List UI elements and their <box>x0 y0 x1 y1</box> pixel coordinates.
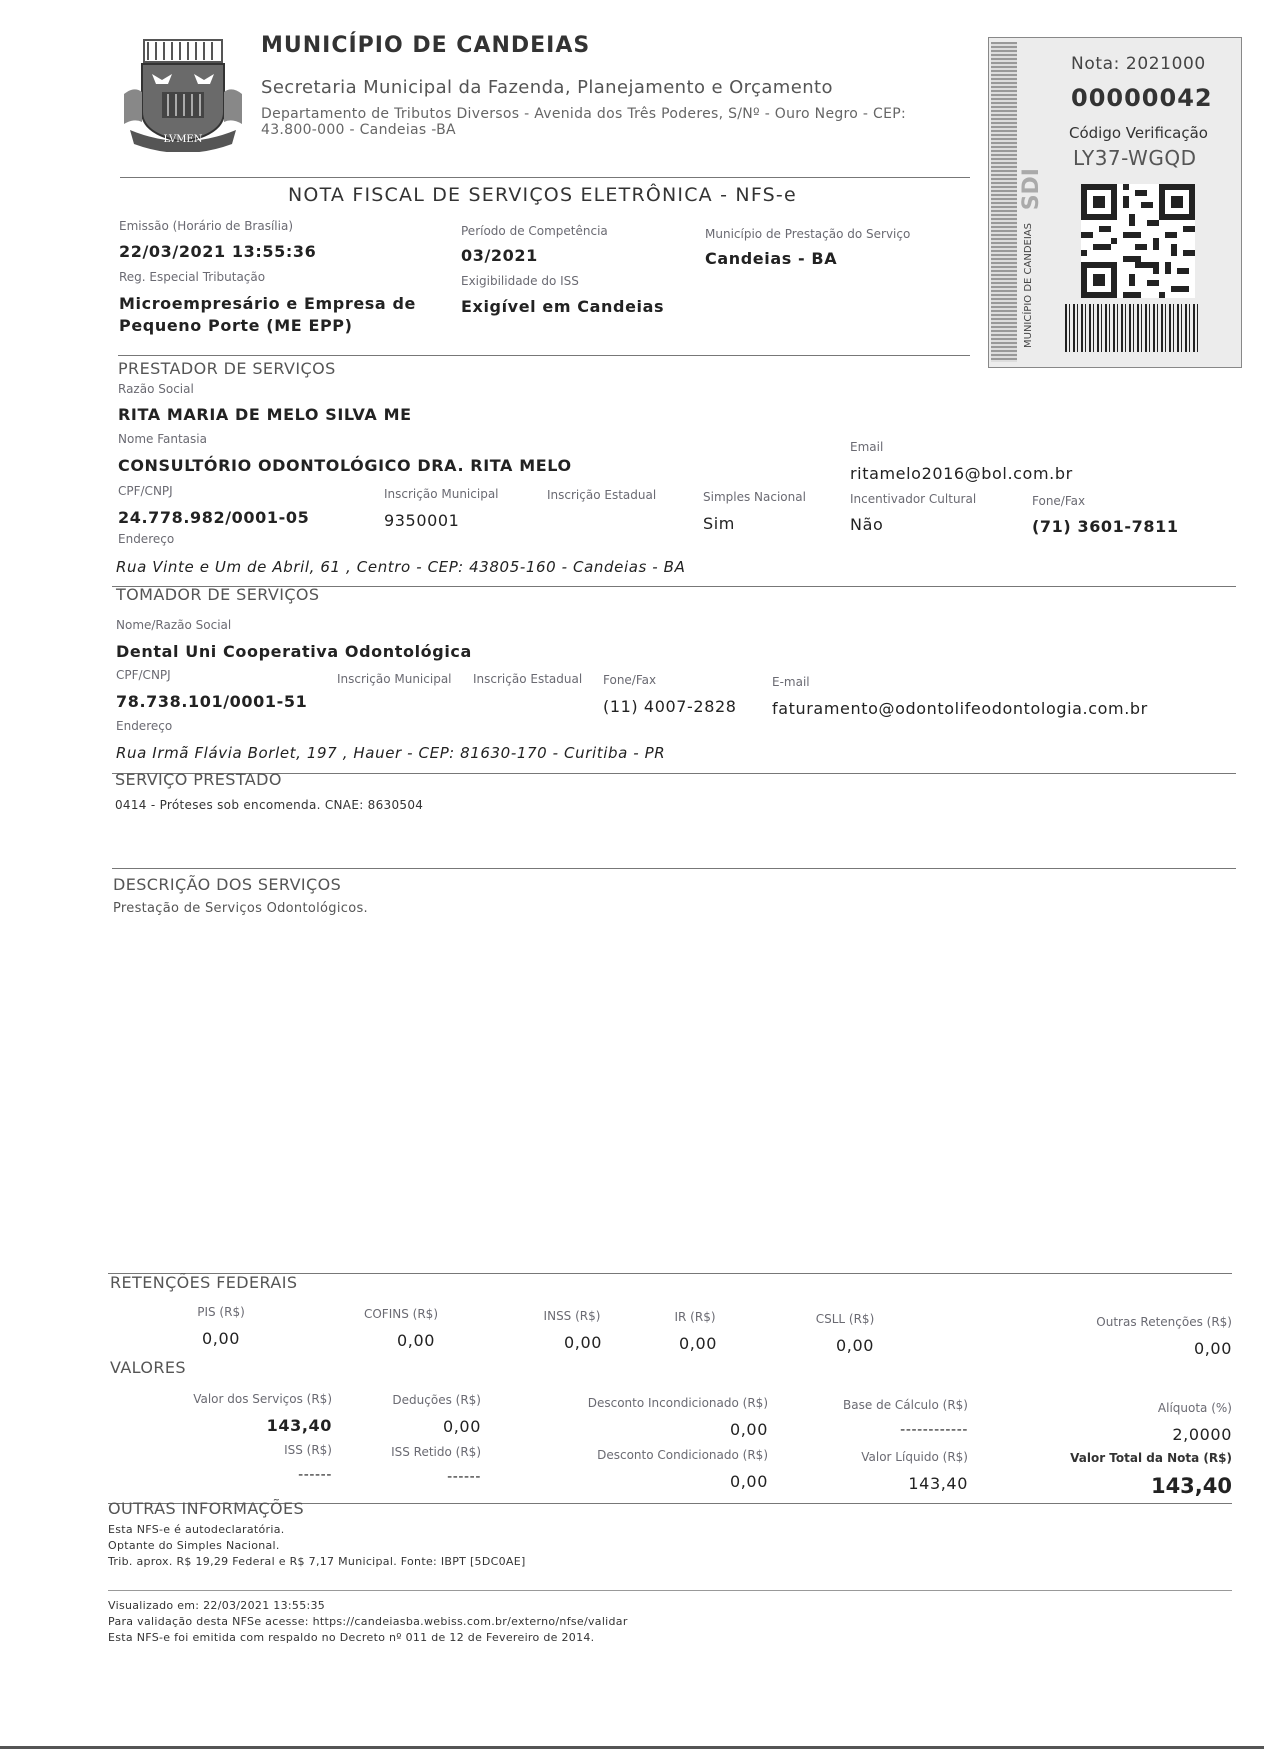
reg-especial-line-2: Pequeno Porte (ME EPP) <box>119 316 353 335</box>
deducoes-value: 0,00 <box>442 1417 481 1436</box>
iss-retido-label: ISS Retido (R$) <box>391 1445 481 1459</box>
header-divider <box>120 177 970 178</box>
page-bottom-edge <box>0 1746 1264 1749</box>
servico-desc: 0414 - Próteses sob encomenda. CNAE: 8630504 <box>115 798 424 812</box>
inss-value: 0,00 <box>563 1333 603 1352</box>
prestador-im-value: 9350001 <box>384 511 460 530</box>
periodo-value: 03/2021 <box>461 246 538 265</box>
reg-especial-line-1: Microempresário e Empresa de <box>119 294 416 313</box>
pis-label: PIS (R$) <box>197 1305 245 1319</box>
descricao-title: DESCRIÇÃO DOS SERVIÇOS <box>113 875 342 894</box>
barcode-vertical-left <box>991 42 1017 362</box>
tomador-nome-label: Nome/Razão Social <box>116 618 232 632</box>
prestador-email-value: ritamelo2016@bol.com.br <box>850 464 1073 483</box>
prestador-fone-label: Fone/Fax <box>1032 494 1086 508</box>
exigibilidade-label: Exigibilidade do ISS <box>461 274 579 288</box>
ir-value: 0,00 <box>678 1334 718 1353</box>
outras-retencoes-value: 0,00 <box>1193 1339 1232 1358</box>
document-title: NOTA FISCAL DE SERVIÇOS ELETRÔNICA - NFS-e <box>288 184 797 206</box>
valores-title: VALORES <box>110 1358 186 1377</box>
qr-code-icon <box>1081 184 1195 298</box>
footer-decreto: Esta NFS-e foi emitida com respaldo no Decreto nº 011 de 12 de Fevereiro de 2014. <box>108 1631 595 1644</box>
servico-divider <box>112 868 1236 869</box>
departamento-line-1: Departamento de Tributos Diversos - Avenida dos Três Poderes, S/Nº - Ouro Negro - CEP: <box>261 106 906 122</box>
municipio-prestacao-label: Município de Prestação do Serviço <box>705 227 911 241</box>
outras-info-title: OUTRAS INFORMAÇÕES <box>108 1499 305 1518</box>
iss-retido-value: ------ <box>447 1469 481 1485</box>
outras-info-line-3: Trib. aprox. R$ 19,29 Federal e R$ 7,17 Municipal. Fonte: IBPT [5DC0AE] <box>108 1555 526 1568</box>
departamento-line-2: 43.800-000 - Candeias -BA <box>261 122 456 138</box>
outras-info-line-2: Optante do Simples Nacional. <box>108 1539 280 1552</box>
tomador-cnpj-value: 78.738.101/0001-51 <box>116 692 308 711</box>
iss-label: ISS (R$) <box>284 1443 332 1457</box>
barcode-bottom <box>1065 304 1201 352</box>
tomador-fone-value: (11) 4007-2828 <box>603 697 737 716</box>
municipio-prestacao-value: Candeias - BA <box>705 249 838 268</box>
prestador-endereco-label: Endereço <box>118 532 175 546</box>
base-calculo-value: ------------ <box>900 1422 968 1438</box>
valor-servicos-value: 143,40 <box>266 1416 332 1435</box>
codigo-verificacao-label: Código Verificação <box>1069 124 1208 142</box>
tomador-endereco-value: Rua Irmã Flávia Borlet, 197 , Hauer - CEP: 81630-170 - Curitiba - PR <box>116 744 666 762</box>
inss-label: INSS (R$) <box>543 1309 601 1323</box>
municipio-title: MUNICÍPIO DE CANDEIAS <box>261 33 591 58</box>
side-municipio-text: MUNICÍPIO DE CANDEIAS <box>1023 223 1034 348</box>
nome-fantasia-label: Nome Fantasia <box>118 432 207 446</box>
secretaria-text: Secretaria Municipal da Fazenda, Planejamento e Orçamento <box>261 77 833 98</box>
descricao-text: Prestação de Serviços Odontológicos. <box>113 901 368 916</box>
deducoes-label: Deduções (R$) <box>392 1393 481 1407</box>
tomador-cnpj-label: CPF/CNPJ <box>116 668 171 682</box>
base-calculo-label: Base de Cálculo (R$) <box>843 1398 968 1412</box>
csll-label: CSLL (R$) <box>815 1312 875 1326</box>
tomador-title: TOMADOR DE SERVIÇOS <box>116 585 320 604</box>
svg-text:LVMEN: LVMEN <box>163 134 203 145</box>
razao-social-label: Razão Social <box>118 382 194 396</box>
reg-especial-label: Reg. Especial Tributação <box>119 270 266 284</box>
incentivador-label: Incentivador Cultural <box>850 492 977 506</box>
desconto-incondicionado-value: 0,00 <box>729 1420 768 1439</box>
valor-total-label: Valor Total da Nota (R$) <box>1070 1451 1232 1465</box>
footer-visualizado: Visualizado em: 22/03/2021 13:55:35 <box>108 1599 326 1612</box>
outras-info-divider <box>108 1590 1232 1591</box>
exigibilidade-value: Exigível em Candeias <box>461 297 665 316</box>
emissao-value: 22/03/2021 13:55:36 <box>119 242 317 261</box>
nome-fantasia-value: CONSULTÓRIO ODONTOLÓGICO DRA. RITA MELO <box>118 456 572 475</box>
prestador-im-label: Inscrição Municipal <box>384 487 499 501</box>
simples-nacional-value: Sim <box>703 514 735 533</box>
periodo-label: Período de Competência <box>461 224 608 238</box>
cofins-value: 0,00 <box>396 1331 436 1350</box>
valor-liquido-label: Valor Líquido (R$) <box>861 1450 968 1464</box>
tomador-nome-value: Dental Uni Cooperativa Odontológica <box>116 642 472 661</box>
valor-liquido-value: 143,40 <box>908 1474 968 1493</box>
desconto-incondicionado-label: Desconto Incondicionado (R$) <box>587 1396 768 1410</box>
retencoes-title: RETENÇÕES FEDERAIS <box>110 1273 298 1292</box>
tomador-fone-label: Fone/Fax <box>603 673 657 687</box>
servico-title: SERVIÇO PRESTADO <box>115 770 282 789</box>
emissao-divider <box>118 355 970 356</box>
tomador-email-value: faturamento@odontolifeodontologia.com.br <box>772 699 1148 718</box>
pis-value: 0,00 <box>201 1329 241 1348</box>
desconto-condicionado-value: 0,00 <box>729 1472 768 1491</box>
codigo-verificacao: LY37-WGQD <box>1073 146 1197 170</box>
emissao-label: Emissão (Horário de Brasília) <box>119 219 293 233</box>
prestador-title: PRESTADOR DE SERVIÇOS <box>118 359 336 378</box>
aliquota-label: Alíquota (%) <box>1157 1401 1232 1415</box>
desconto-condicionado-label: Desconto Condicionado (R$) <box>597 1448 768 1462</box>
razao-social-value: RITA MARIA DE MELO SILVA ME <box>118 405 412 424</box>
simples-nacional-label: Simples Nacional <box>703 490 806 504</box>
csll-value: 0,00 <box>835 1336 875 1355</box>
iss-value: ------ <box>298 1467 332 1483</box>
tomador-im-label: Inscrição Municipal <box>337 672 452 686</box>
nota-box <box>988 37 1242 368</box>
outras-info-line-1: Esta NFS-e é autodeclaratória. <box>108 1523 285 1536</box>
tomador-endereco-label: Endereço <box>116 719 173 733</box>
nota-label: Nota: 2021000 <box>1071 54 1206 74</box>
prestador-cnpj-value: 24.778.982/0001-05 <box>118 508 310 527</box>
prestador-ie-label: Inscrição Estadual <box>547 488 657 502</box>
tomador-email-label: E-mail <box>772 675 810 689</box>
prestador-cnpj-label: CPF/CNPJ <box>118 484 173 498</box>
ir-label: IR (R$) <box>674 1310 716 1324</box>
tomador-ie-label: Inscrição Estadual <box>473 672 583 686</box>
valor-total-value: 143,40 <box>1150 1474 1232 1498</box>
valor-servicos-label: Valor dos Serviços (R$) <box>193 1392 332 1406</box>
prestador-email-label: Email <box>850 440 884 454</box>
cofins-label: COFINS (R$) <box>363 1307 438 1321</box>
sdi-logo: SDI <box>1019 168 1044 211</box>
aliquota-value: 2,0000 <box>1172 1425 1232 1444</box>
footer-validacao-link[interactable]: Para validação desta NFSe acesse: https://candeiasba.webiss.com.br/externo/nfse/validar <box>108 1615 628 1628</box>
prestador-endereco-value: Rua Vinte e Um de Abril, 61 , Centro - CEP: 43805-160 - Candeias - BA <box>116 558 686 576</box>
incentivador-value: Não <box>850 515 884 534</box>
nota-numero: 00000042 <box>1071 84 1213 112</box>
outras-retencoes-label: Outras Retenções (R$) <box>1096 1315 1232 1329</box>
prestador-fone-value: (71) 3601-7811 <box>1032 517 1179 536</box>
coat-of-arms-logo <box>122 34 244 152</box>
